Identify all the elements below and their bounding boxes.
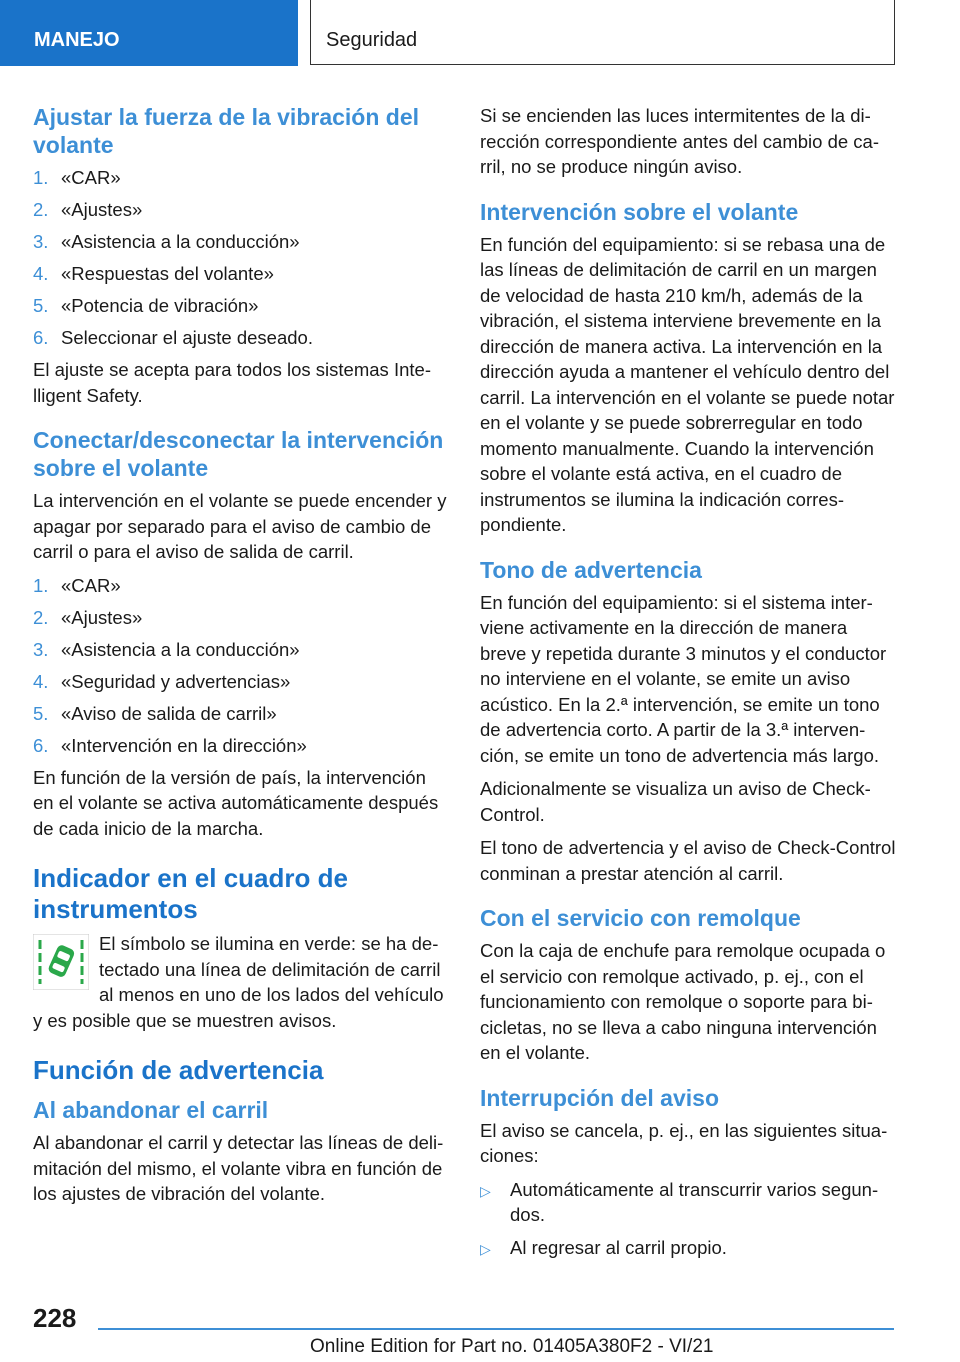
list-item — [33, 733, 451, 758]
paragraph-turn-signal: Si se encienden las luces intermitentes de la dirección correspondiente antes del cambio de carril, no se produce ningún aviso. — [480, 105, 880, 177]
step-text: «Ajustes» — [61, 606, 143, 628]
footer-edition: Online Edition for Part no. 01405A380F2 - VI/21 — [310, 1336, 714, 1357]
step-number: 2. — [33, 199, 49, 220]
paragraph-toggle-intro: La intervención en el volante se puede encender y apagar por separado para el aviso de cambio de carril o para el aviso de salida de carril. — [33, 490, 447, 562]
step-number: 4. — [33, 263, 49, 284]
step-number: 1. — [33, 167, 49, 188]
heading-instrument-indicator: Indicador en el cuadro de instrumentos — [33, 863, 348, 924]
list-item — [33, 605, 451, 630]
heading-toggle-intervention: Conectar/desconectar la intervención sobre el volante — [33, 427, 444, 481]
step-text: Seleccionar el ajuste deseado. — [61, 327, 313, 348]
step-number: 4. — [33, 670, 49, 692]
step-number: 5. — [33, 702, 49, 724]
heading-warning-tone: Tono de advertencia — [480, 556, 702, 583]
heading-trailer-operation: Con el servicio con remolque — [480, 905, 801, 931]
paragraph-steering-intervention: En función del equipamiento: si se rebasa una de las líneas de delimitación de carril en un margen de velocidad de hasta 210 km/h, además de la vibración, el sistema interviene brevemente en la dirección de manera activa. La intervención en la dirección ayuda a mantener el vehículo dentro del carril. La intervención en el volante se puede notar en el volante y se puede sobrerregular en todo momento manualmente. Cuando la intervención sobre el volante está activa, en el cuadro de instrumentos se ilumina la indicación correspondiente. — [480, 233, 895, 535]
step-text: «Potencia de vibración» — [61, 295, 259, 316]
list-item — [33, 325, 451, 350]
paragraph-country-note: En función de la versión de país, la intervención en el volante se activa automáticamente después de cada inicio de la marcha. — [33, 766, 439, 839]
header-section-label: MANEJO — [34, 29, 120, 51]
heading-warning-interruption: Interrupción del aviso — [480, 1084, 719, 1111]
bullet-text: Al regresar al carril propio. — [510, 1236, 727, 1258]
page-number: 228 — [33, 1303, 77, 1333]
heading-leaving-lane: Al abandonar el carril — [33, 1097, 269, 1123]
list-item — [33, 293, 451, 318]
step-text: «Respuestas del volante» — [61, 263, 274, 284]
list-item — [480, 1235, 898, 1263]
interruption-list — [480, 1177, 898, 1263]
paragraph-indicator: El símbolo se ilumina en verde: se ha detectado una línea de delimitación de carril al menos en uno de los lados del vehículo y es posible que se muestren avisos. — [33, 933, 444, 1031]
step-text: «Seguridad y advertencias» — [61, 670, 291, 692]
footer-divider — [98, 1328, 894, 1330]
paragraph-trailer-operation: Con la caja de enchufe para remolque ocupada o el servicio con remolque activado, p. ej., con el funcionamiento con remolque o soporte para bicicletas, no se lleva a cabo ninguna intervención en el volante. — [480, 940, 886, 1063]
heading-warning-function: Función de advertencia — [33, 1055, 324, 1085]
right-column — [480, 103, 898, 1269]
step-number: 1. — [33, 574, 49, 596]
list-item — [33, 637, 451, 662]
step-text: «Asistencia a la conducción» — [61, 231, 300, 252]
step-number: 2. — [33, 606, 49, 628]
step-number: 3. — [33, 231, 49, 252]
paragraph-settings-note: El ajuste se acepta para todos los sistemas Intelligent Safety. — [33, 359, 431, 406]
header-subsection-label: Seguridad — [326, 29, 418, 51]
bullet-triangle-icon: ▷ — [480, 1182, 491, 1199]
heading-vibration-strength: Ajustar la fuerza de la vibración del volante — [33, 104, 420, 158]
list-item — [33, 197, 451, 222]
list-item — [33, 261, 451, 286]
step-text: «Asistencia a la conducción» — [61, 638, 300, 660]
step-number: 5. — [33, 295, 49, 316]
step-text: «Aviso de salida de carril» — [61, 702, 277, 724]
step-text: «Ajustes» — [61, 199, 143, 220]
steps-vibration — [33, 165, 451, 350]
list-item — [33, 165, 451, 190]
step-number: 6. — [33, 734, 49, 756]
steps-intervention — [33, 573, 451, 758]
step-text: «CAR» — [61, 167, 121, 188]
bullet-text: Automáticamente al transcurrir varios segundos. — [510, 1178, 879, 1225]
left-column — [33, 103, 451, 1215]
header-subsection-box — [310, 0, 895, 65]
paragraph-interruption-intro: El aviso se cancela, p. ej., en las siguientes situaciones: — [480, 1119, 888, 1166]
heading-steering-intervention: Intervención sobre el volante — [480, 198, 799, 225]
header-section-tab — [0, 0, 298, 66]
paragraph-leaving-lane: Al abandonar el carril y detectar las líneas de delimitación del mismo, el volante vibra en función de los ajustes de vibración del volante. — [33, 1132, 444, 1204]
list-item — [480, 1177, 898, 1228]
step-text: «Intervención en la dirección» — [61, 734, 307, 756]
list-item — [33, 229, 451, 254]
step-number: 3. — [33, 638, 49, 660]
list-item — [33, 669, 451, 694]
paragraph-attention: El tono de advertencia y el aviso de Check-Control conminan a prestar atención al carril. — [480, 837, 896, 884]
lane-departure-icon — [33, 934, 89, 990]
list-item — [33, 701, 451, 726]
bullet-triangle-icon: ▷ — [480, 1240, 491, 1257]
step-text: «CAR» — [61, 574, 121, 596]
paragraph-warning-tone: En función del equipamiento: si el sistema interviene activamente en la dirección de manera breve y repetida durante 3 minutos y el conductor no interviene en el volante, se emite un aviso acústico. En la 2.ª intervención, se emite un tono de advertencia corto. A partir de la 3.ª intervención, se emite un tono de advertencia más largo. — [480, 591, 887, 766]
step-number: 6. — [33, 327, 49, 348]
list-item — [33, 573, 451, 598]
paragraph-check-control: Adicionalmente se visualiza un aviso de Check-Control. — [480, 778, 871, 825]
